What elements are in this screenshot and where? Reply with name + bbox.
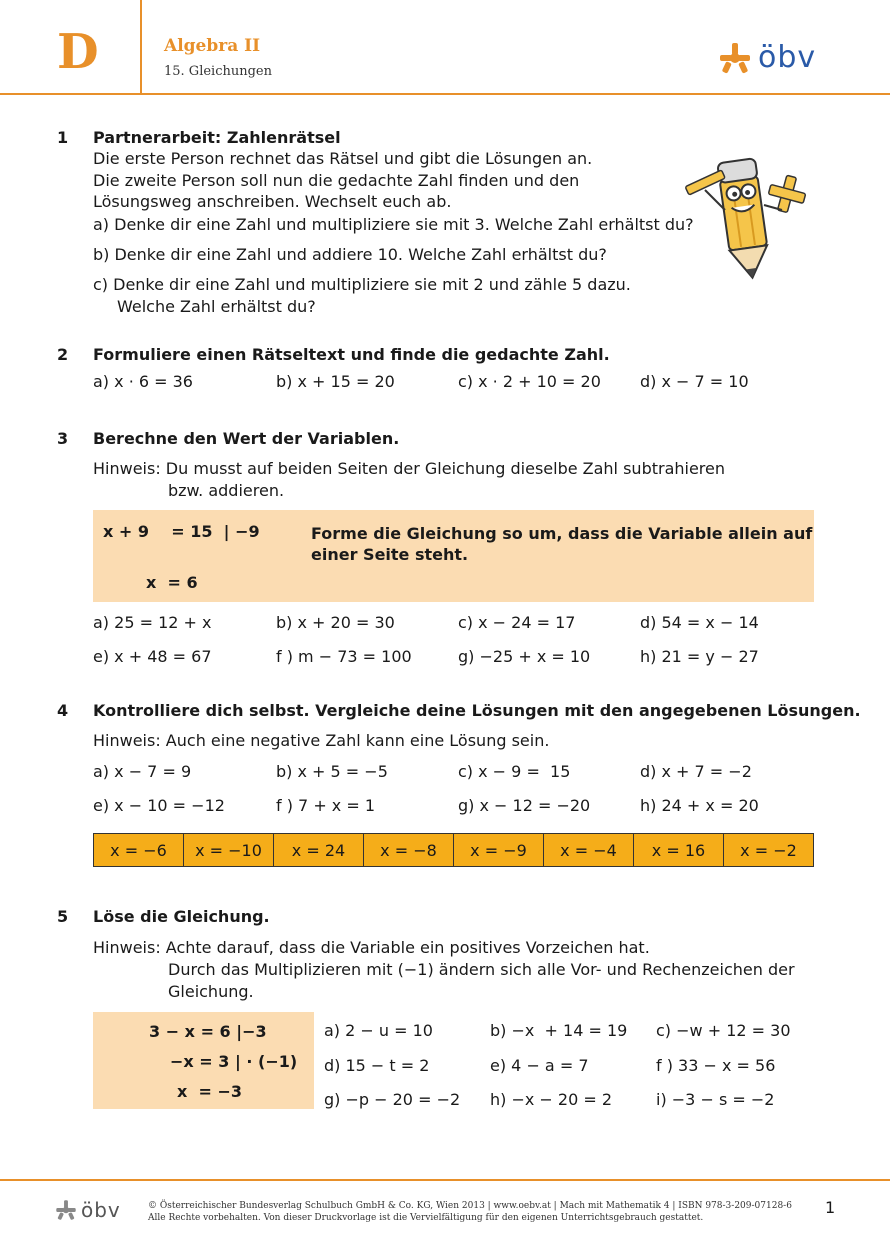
task-5-item: c) −w + 12 = 30 [656, 1021, 791, 1040]
task-3-item: g) −25 + x = 10 [458, 647, 591, 666]
solution-cell: x = −10 [184, 834, 274, 867]
task-1-line-1: Die erste Person rechnet das Rätsel und gibt die Lösungen an. [93, 149, 593, 168]
task-5-item: g) −p − 20 = −2 [324, 1090, 461, 1109]
page-subtitle: 15. Gleichungen [164, 64, 272, 79]
task-4-item: g) x − 12 = −20 [458, 796, 591, 815]
solution-cell: x = −8 [364, 834, 454, 867]
task-5-item: e) 4 − a = 7 [490, 1056, 589, 1075]
task-1-item-c: c) Denke dir eine Zahl und multipliziere sie mit 2 und zähle 5 dazu. [93, 275, 631, 294]
solution-cell: x = 16 [634, 834, 724, 867]
task-5-title: Löse die Gleichung. [93, 907, 270, 926]
task-5-hint-cont: Durch das Multiplizieren mit (−1) ändern sich alle Vor- und Rechenzeichen der [168, 960, 795, 979]
solution-cell: x = −4 [544, 834, 634, 867]
footer-logo [55, 1198, 121, 1222]
pencil-mascot-illustration [680, 150, 815, 285]
solution-cell: x = −2 [724, 834, 814, 867]
task-5-example-line-3: x = −3 [177, 1082, 242, 1101]
task-4-hint: Hinweis: Auch eine negative Zahl kann eine Lösung sein. [93, 731, 550, 750]
task-5-number: 5 [57, 907, 69, 926]
task-1-item-c-cont: Welche Zahl erhältst du? [117, 297, 316, 316]
page-number: 1 [825, 1198, 836, 1217]
task-3-example-note-cont: einer Seite steht. [311, 545, 469, 564]
task-2-number: 2 [57, 345, 69, 364]
task-3-item: e) x + 48 = 67 [93, 647, 212, 666]
copyright-text [148, 1200, 792, 1224]
footer-rule [0, 1179, 890, 1181]
publisher-logo [718, 40, 816, 75]
footer-logo-text: öbv [81, 1198, 121, 1222]
task-4-item: h) 24 + x = 20 [640, 796, 759, 815]
task-3-item: a) 25 = 12 + x [93, 613, 212, 632]
task-5-item: i) −3 − s = −2 [656, 1090, 775, 1109]
logo-text: öbv [758, 40, 817, 75]
solution-cell: x = 24 [274, 834, 364, 867]
task-5-hint-cont: Gleichung. [168, 982, 254, 1001]
task-1-title: Partnerarbeit: Zahlenrätsel [93, 128, 341, 147]
task-1-item-a: a) Denke dir eine Zahl und multipliziere sie mit 3. Welche Zahl erhältst du? [93, 215, 694, 234]
task-1-line-2: Die zweite Person soll nun die gedachte Zahl finden und den [93, 171, 580, 190]
task-4-item: f ) 7 + x = 1 [276, 796, 376, 815]
task-4-item: e) x − 10 = −12 [93, 796, 225, 815]
solution-cell: x = −9 [454, 834, 544, 867]
task-1-item-b: b) Denke dir eine Zahl und addiere 10. Welche Zahl erhältst du? [93, 245, 607, 264]
header-rule [0, 93, 890, 95]
task-4-item: b) x + 5 = −5 [276, 762, 388, 781]
task-2-item: c) x · 2 + 10 = 20 [458, 372, 601, 391]
header-divider [140, 0, 142, 94]
page-title: Algebra II [164, 36, 261, 56]
task-3-hint-cont: bzw. addieren. [168, 481, 285, 500]
chapter-letter: D [57, 24, 99, 80]
task-5-item: d) 15 − t = 2 [324, 1056, 430, 1075]
star-logo-icon [718, 41, 752, 75]
copyright-line-2: Alle Rechte vorbehalten. Von dieser Druckvorlage ist die Vervielfältigung für den eigenen Unterrichtsgebrauch gestattet. [148, 1213, 704, 1223]
task-4-item: d) x + 7 = −2 [640, 762, 752, 781]
task-2-item: a) x · 6 = 36 [93, 372, 193, 391]
task-4-item: a) x − 7 = 9 [93, 762, 192, 781]
task-2-title: Formuliere einen Rätseltext und finde die gedachte Zahl. [93, 345, 610, 364]
solutions-row [94, 834, 814, 867]
task-5-item: h) −x − 20 = 2 [490, 1090, 613, 1109]
task-2-item: d) x − 7 = 10 [640, 372, 749, 391]
task-3-example-note: Forme die Gleichung so um, dass die Variable allein auf [311, 524, 813, 543]
task-5-example-line-2: −x = 3 | · (−1) [170, 1052, 298, 1071]
task-5-example-line-1: 3 − x = 6 |−3 [149, 1022, 267, 1041]
task-3-title: Berechne den Wert der Variablen. [93, 429, 400, 448]
star-logo-icon [55, 1199, 77, 1221]
task-5-item: a) 2 − u = 10 [324, 1021, 433, 1040]
task-2-item: b) x + 15 = 20 [276, 372, 395, 391]
task-4-solutions-table [93, 833, 814, 867]
task-3-hint: Hinweis: Du musst auf beiden Seiten der Gleichung dieselbe Zahl subtrahieren [93, 459, 726, 478]
task-5-item: b) −x + 14 = 19 [490, 1021, 628, 1040]
task-3-item: c) x − 24 = 17 [458, 613, 576, 632]
task-3-item: h) 21 = y − 27 [640, 647, 759, 666]
task-3-example-line-2: x = 6 [146, 573, 198, 592]
task-1-number: 1 [57, 128, 69, 147]
task-5-hint: Hinweis: Achte darauf, dass die Variable ein positives Vorzeichen hat. [93, 938, 650, 957]
task-4-number: 4 [57, 701, 69, 720]
task-3-item: b) x + 20 = 30 [276, 613, 395, 632]
task-3-item: f ) m − 73 = 100 [276, 647, 412, 666]
solution-cell: x = −6 [94, 834, 184, 867]
task-3-number: 3 [57, 429, 69, 448]
task-5-item: f ) 33 − x = 56 [656, 1056, 776, 1075]
copyright-line-1: © Österreichischer Bundesverlag Schulbuch GmbH & Co. KG, Wien 2013 | www.oebv.at | Mach mit Mathematik 4 | ISBN 978-3-209-07128-6 [148, 1201, 792, 1211]
task-1-line-3: Lösungsweg anschreiben. Wechselt euch ab. [93, 192, 452, 211]
task-3-example-line-1: x + 9 = 15 | −9 [103, 522, 260, 541]
task-3-item: d) 54 = x − 14 [640, 613, 759, 632]
task-4-item: c) x − 9 = 15 [458, 762, 571, 781]
task-4-title: Kontrolliere dich selbst. Vergleiche deine Lösungen mit den angegebenen Lösungen. [93, 701, 861, 720]
